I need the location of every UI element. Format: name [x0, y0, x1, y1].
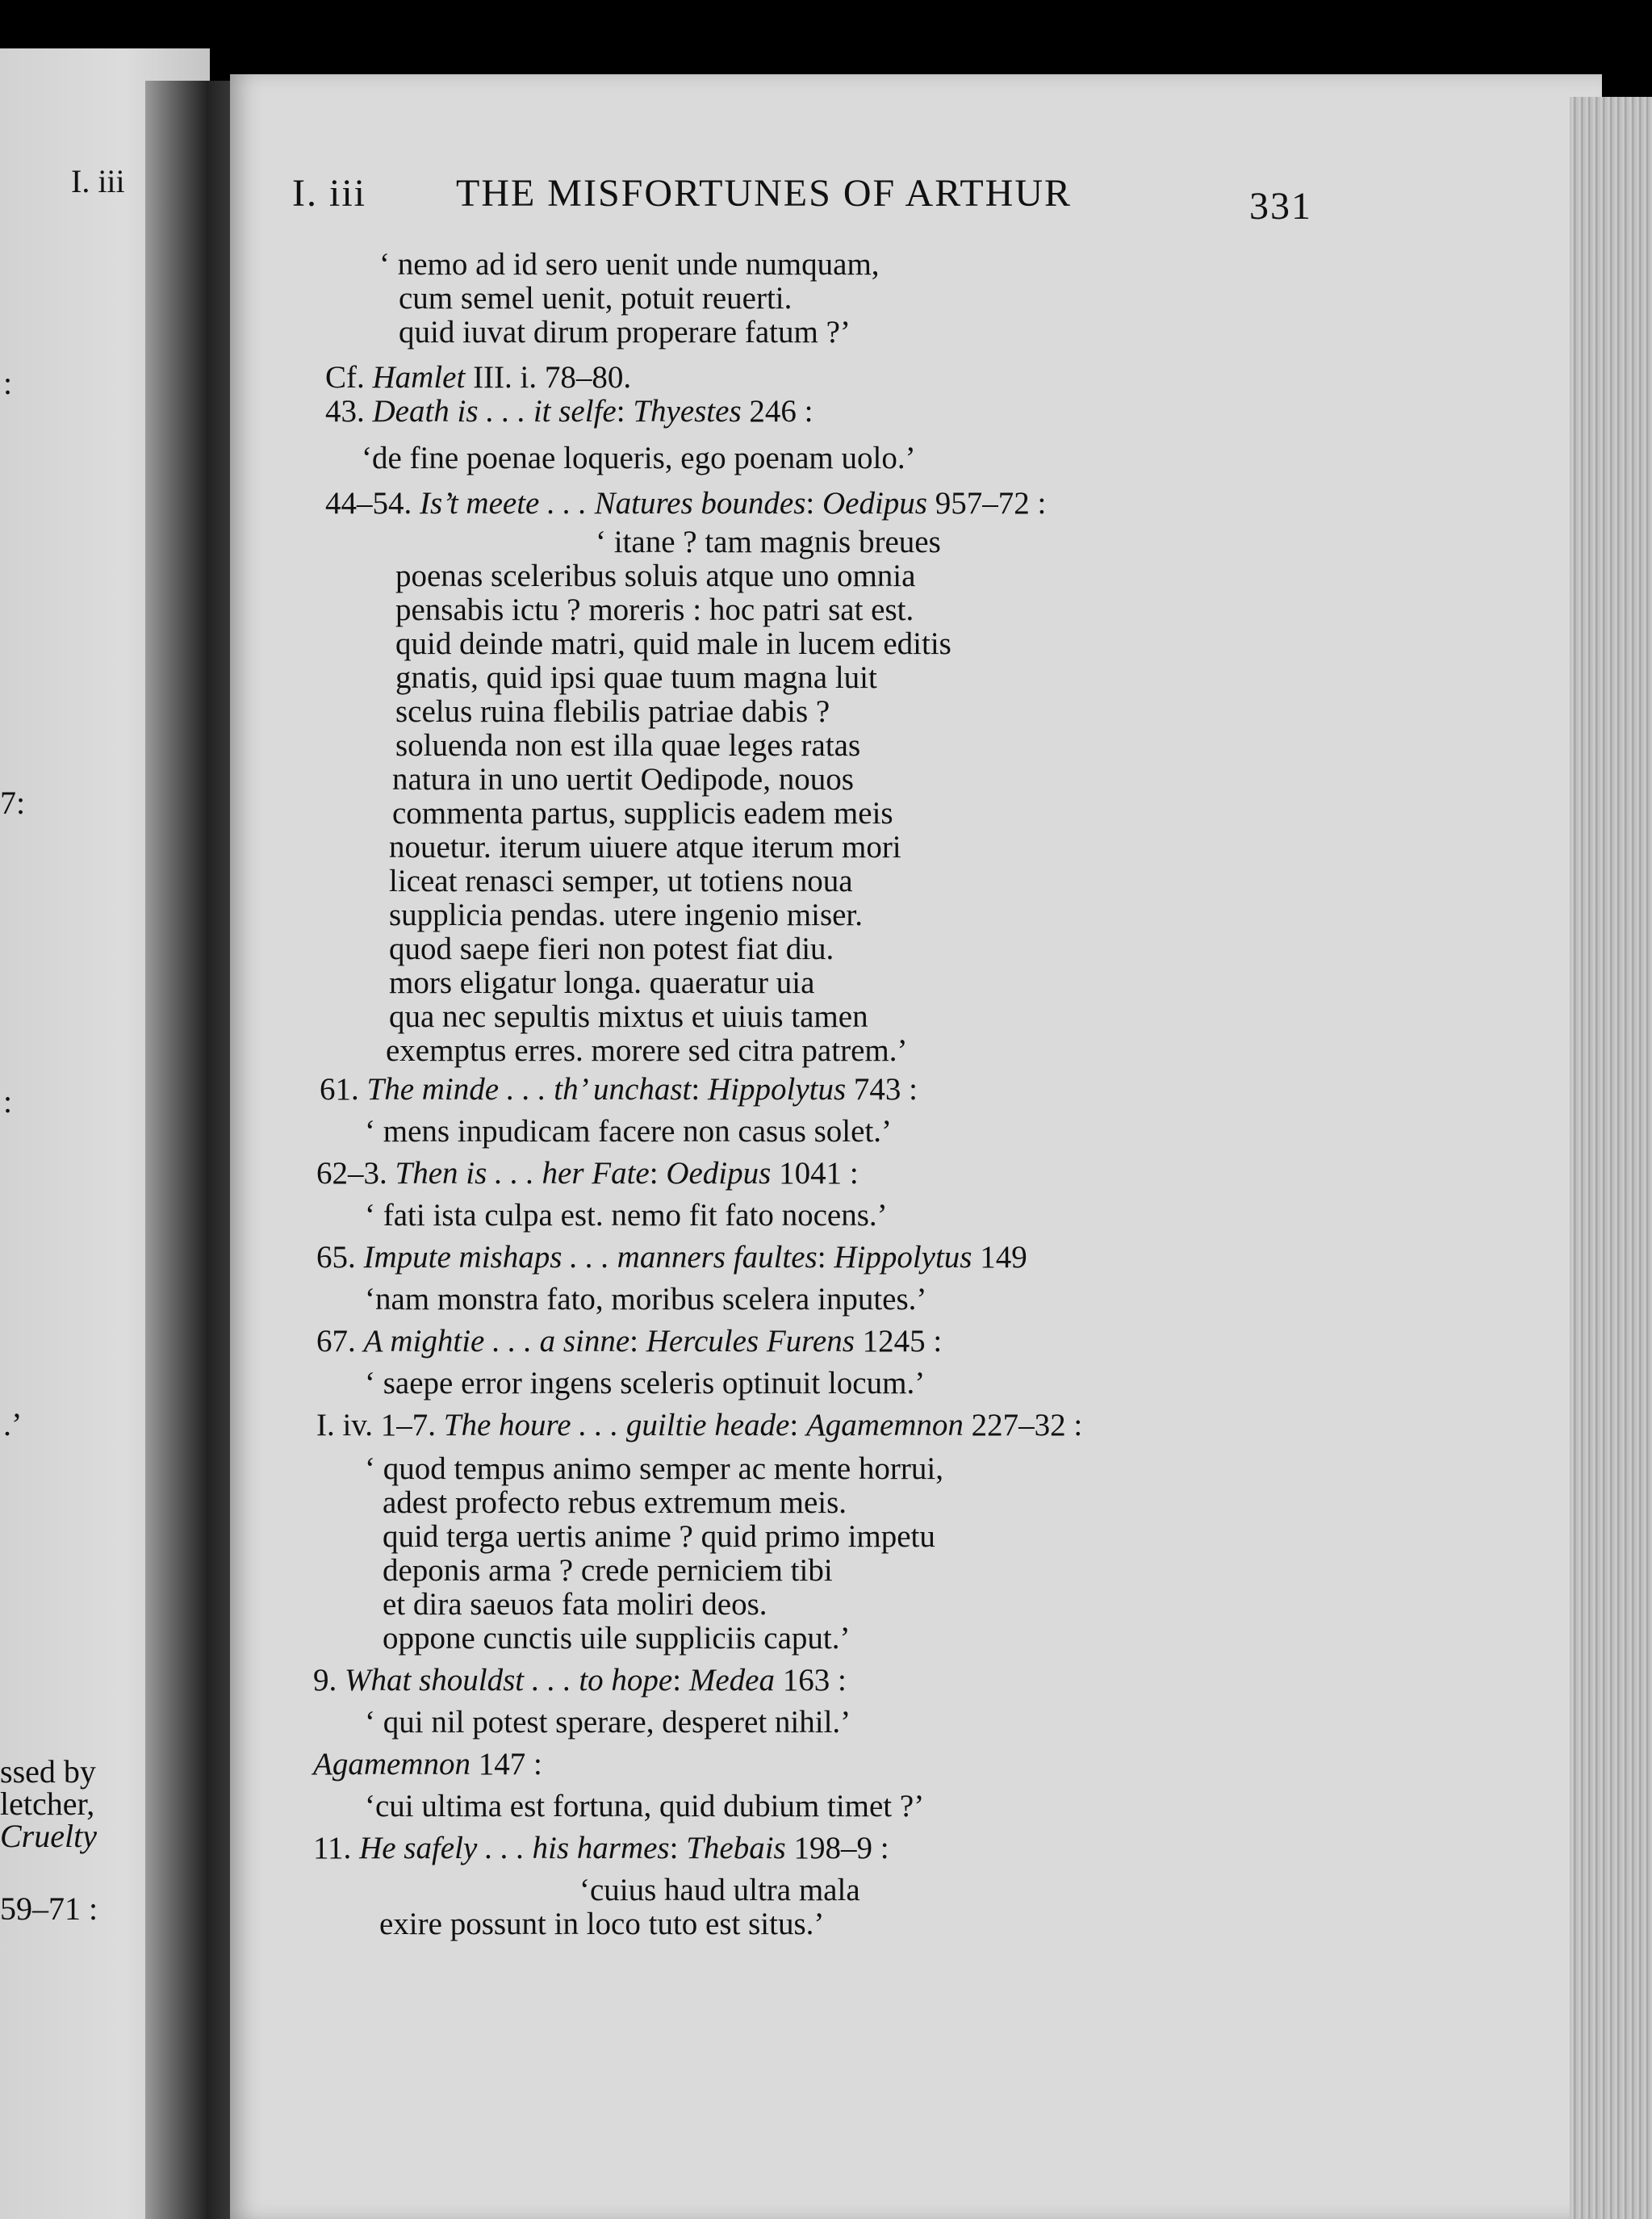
- text-line: ‘ nemo ad id sero uenit unde numquam,: [379, 247, 880, 282]
- left-page-header: I. iii: [71, 163, 125, 199]
- ref-sep: :: [817, 1240, 826, 1275]
- ref-lemma: A mightie . . . a sinne: [363, 1324, 630, 1359]
- left-fragment: 7:: [0, 785, 26, 821]
- ref-number: 11.: [313, 1831, 352, 1865]
- ref-number: I. iv. 1–7.: [316, 1408, 437, 1442]
- ref-number: 61.: [320, 1072, 359, 1107]
- text-line: ‘nam monstra fato, moribus scelera inputes.’: [365, 1282, 927, 1317]
- text-line: quid deinde matri, quid male in lucem editis: [395, 626, 951, 661]
- left-fragment: ssed by: [0, 1753, 96, 1790]
- ref-sep: :: [616, 394, 625, 429]
- ref-lemma: Death is . . . it selfe: [372, 394, 617, 429]
- ref-location: 198–9 :: [793, 1831, 889, 1865]
- text-line: soluenda non est illa quae leges ratas: [395, 728, 861, 763]
- text-line: ‘ saepe error ingens sceleris optinuit locum.’: [365, 1366, 926, 1400]
- ref-line: [320, 1074, 918, 1105]
- ref-lemma: The houre . . . guiltie heade: [443, 1408, 790, 1442]
- ref-lemma: Then is . . . her Fate: [395, 1156, 650, 1191]
- text-line: cum semel uenit, potuit reuerti.: [399, 281, 793, 316]
- ref-line: [316, 1409, 1082, 1441]
- ref-sep: :: [669, 1831, 679, 1865]
- ref-location: 246 :: [749, 394, 813, 429]
- ref-number: 43.: [325, 394, 365, 429]
- ref-lemma: What shouldst . . . to hope: [345, 1663, 673, 1698]
- ref-line: [313, 1832, 889, 1864]
- ref-lemma: The minde . . . th’ unchast: [366, 1072, 692, 1107]
- text-line: mors eligatur longa. quaeratur uia: [389, 965, 815, 1000]
- text-line: poenas sceleribus soluis atque uno omnia: [395, 559, 916, 593]
- ref-location: 957–72 :: [935, 486, 1047, 521]
- text-line: natura in uno uertit Oedipode, nouos: [392, 762, 854, 797]
- ref-sep: :: [789, 1408, 799, 1442]
- ref-location: 743 :: [853, 1072, 918, 1107]
- text-line: ‘ qui nil potest sperare, desperet nihil.’: [365, 1705, 851, 1740]
- page-number: 331: [1249, 185, 1312, 228]
- text-line: liceat renasci semper, ut totiens noua: [389, 864, 853, 898]
- ref-work: Agamemnon: [313, 1747, 471, 1781]
- ref-work: Oedipus: [822, 486, 927, 521]
- ref-line: [316, 1158, 859, 1189]
- ref-line: [316, 1325, 942, 1357]
- text-line: quid iuvat dirum properare fatum ?’: [399, 315, 851, 350]
- text-line: ‘ mens inpudicam facere non casus solet.’: [365, 1114, 893, 1149]
- ref-sep: :: [691, 1072, 701, 1107]
- text-line: supplicia pendas. utere ingenio miser.: [389, 898, 864, 932]
- ref-sep: :: [649, 1156, 659, 1191]
- text-line: ‘ fati ista culpa est. nemo fit fato nocens.’: [365, 1198, 888, 1233]
- ref-line: [313, 1748, 542, 1780]
- ref-location: 227–32 :: [971, 1408, 1083, 1442]
- text-line: exemptus erres. morere sed citra patrem.’: [386, 1033, 908, 1068]
- ref-line: [313, 1664, 847, 1696]
- left-fragment: .’: [3, 1406, 23, 1442]
- text-line: nouetur. iterum uiuere atque iterum mori: [389, 830, 901, 865]
- text-line: ‘ quod tempus animo semper ac mente horrui,: [365, 1451, 943, 1486]
- text-line: scelus ruina flebilis patriae dabis ?: [395, 694, 830, 729]
- ref-location: 149: [980, 1240, 1027, 1275]
- ref-sep: :: [805, 486, 815, 521]
- text-line: ‘de fine poenae loqueris, ego poenam uolo.’: [362, 441, 916, 475]
- text-line: ‘cui ultima est fortuna, quid dubium timet ?’: [365, 1789, 925, 1823]
- text-line: exire possunt in loco tuto est situs.’: [379, 1907, 825, 1941]
- ref-work: Agamemnon: [805, 1408, 964, 1442]
- text-line: deponis arma ? crede perniciem tibi: [383, 1553, 833, 1588]
- ref-lemma: Impute mishaps . . . manners faultes: [363, 1240, 818, 1275]
- ref-line: [325, 362, 631, 393]
- ref-work: Hippolytus: [707, 1072, 847, 1107]
- ref-line: [325, 488, 1046, 519]
- left-fragment: Cruelty: [0, 1818, 97, 1854]
- book-gutter: [145, 81, 234, 2219]
- text-line: et dira saeuos fata moliri deos.: [383, 1587, 767, 1622]
- text-line: ‘cuius haud ultra mala: [579, 1873, 860, 1907]
- ref-number: 9.: [313, 1663, 337, 1698]
- text-line: qua nec sepultis mixtus et uiuis tamen: [389, 999, 868, 1034]
- ref-work: Thyestes: [633, 394, 742, 429]
- page-edges: [1570, 97, 1652, 2219]
- ref-lemma: Is’t meete . . . Natures boundes: [420, 486, 806, 521]
- ref-work: Hippolytus: [834, 1240, 972, 1275]
- ref-work: Medea: [688, 1663, 775, 1698]
- text-line: adest profecto rebus extremum meis.: [383, 1485, 847, 1520]
- page-title: THE MISFORTUNES OF ARTHUR: [456, 172, 1072, 215]
- header-section: I. iii: [292, 172, 366, 215]
- ref-work: Hercules Furens: [646, 1324, 855, 1359]
- ref-line: [325, 396, 813, 427]
- ref-sep: :: [672, 1663, 682, 1698]
- left-fragment: :: [3, 365, 13, 401]
- text-line: ‘ itane ? tam magnis breues: [596, 525, 941, 559]
- ref-lemma: He safely . . . his harmes: [359, 1831, 670, 1865]
- text-line: quid terga uertis anime ? quid primo impetu: [383, 1519, 935, 1554]
- ref-work: Hamlet: [372, 360, 466, 395]
- ref-number: 44–54.: [325, 486, 412, 521]
- ref-location: 147 :: [478, 1747, 542, 1781]
- text-line: pensabis ictu ? moreris : hoc patri sat est.: [395, 592, 914, 627]
- text-line: quod saepe fieri non potest fiat diu.: [389, 932, 834, 966]
- ref-line: [316, 1241, 1027, 1273]
- ref-location: 1245 :: [862, 1324, 943, 1359]
- ref-location: III. i. 78–80.: [473, 360, 632, 395]
- ref-work: Thebais: [686, 1831, 786, 1865]
- left-fragment: letcher,: [0, 1786, 95, 1822]
- text-line: commenta partus, supplicis eadem meis: [392, 796, 893, 831]
- left-fragment: :: [3, 1083, 13, 1120]
- ref-location: 1041 :: [779, 1156, 859, 1191]
- ref-number: 65.: [316, 1240, 356, 1275]
- ref-sep: :: [629, 1324, 639, 1359]
- ref-number: Cf.: [325, 360, 365, 395]
- ref-number: 62–3.: [316, 1156, 387, 1191]
- left-fragment: 59–71 :: [0, 1890, 98, 1927]
- ref-number: 67.: [316, 1324, 356, 1359]
- ref-location: 163 :: [782, 1663, 847, 1698]
- ref-work: Oedipus: [666, 1156, 772, 1191]
- text-line: oppone cunctis uile suppliciis caput.’: [383, 1621, 851, 1656]
- text-line: gnatis, quid ipsi quae tuum magna luit: [395, 660, 877, 695]
